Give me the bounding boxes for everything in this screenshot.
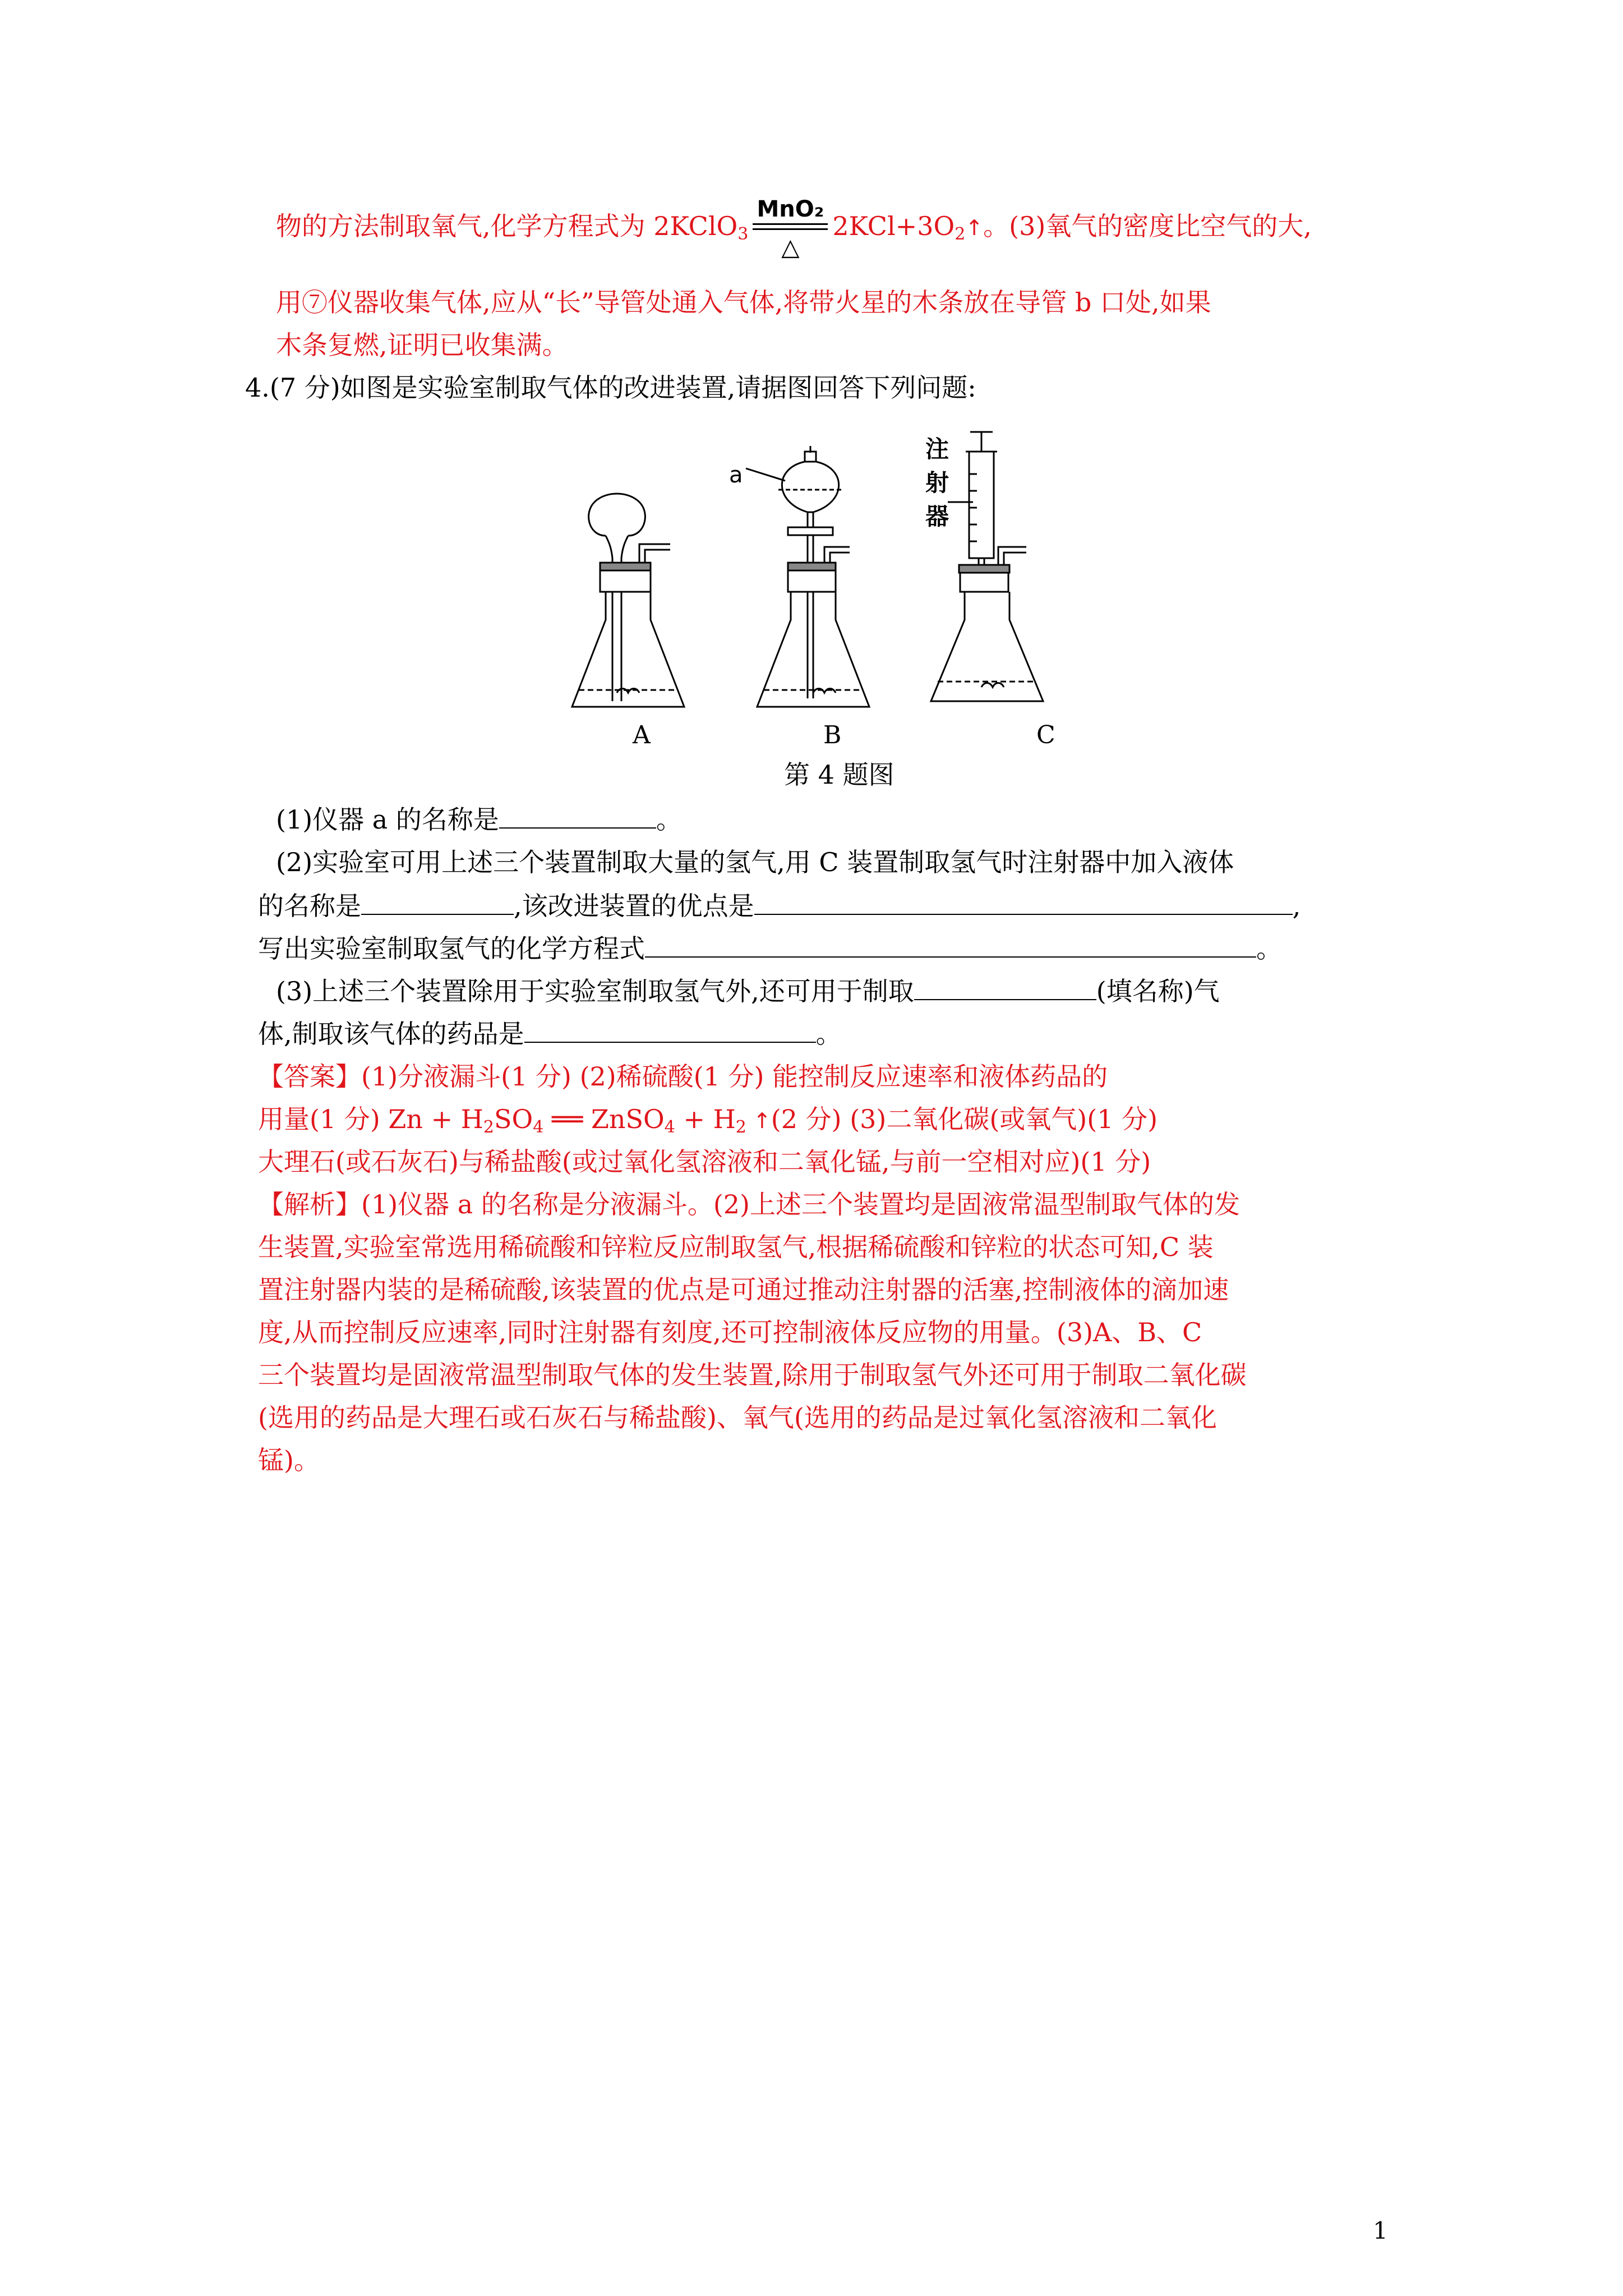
- solution-line-3: 木条复燃,证明已收集满。: [276, 330, 568, 360]
- text-span: ══ ZnSO: [543, 1104, 665, 1134]
- equals-sign: [753, 223, 828, 230]
- gas-arrow-icon: ↑: [965, 215, 984, 240]
- analysis-line-1: 【解析】(1)仪器 a 的名称是分液漏斗。(2)上述三个装置均是固液常温型制取气体的发: [258, 1189, 1240, 1220]
- text-span: ,该改进装置的优点是: [514, 891, 754, 921]
- solution-line-2: 用⑦仪器收集气体,应从“长”导管处通入气体,将带火星的木条放在导管 b 口处,如果: [276, 287, 1211, 318]
- text-span: 体,制取该气体的药品是: [258, 1019, 524, 1049]
- syringe-label-3: 器: [925, 503, 949, 530]
- text-span: 物的方法制取氧气,化学方程式为 2KClO: [276, 211, 738, 241]
- answer-line-2: [258, 1102, 1158, 1145]
- apparatus-b: [746, 446, 869, 707]
- text-span: (填名称)气: [1096, 976, 1220, 1006]
- answer-blank[interactable]: [499, 805, 656, 829]
- text-span: ,: [1292, 891, 1301, 921]
- subscript: 2: [955, 224, 966, 244]
- answer-blank[interactable]: [914, 977, 1096, 1000]
- text-span: 。: [656, 804, 682, 835]
- text-span: 。: [1256, 933, 1282, 964]
- analysis-line-5: 三个装置均是固液常温型制取气体的发生装置,除用于制取氢气外还可用于制取二氧化碳: [258, 1360, 1247, 1390]
- answer-blank[interactable]: [524, 1019, 816, 1043]
- text-span: (2 分) (3)二氧化碳(或氧气)(1 分): [771, 1104, 1158, 1134]
- text-span: 。: [815, 1019, 842, 1049]
- heat-symbol: △: [781, 233, 800, 261]
- catalyst-label: MnO₂: [757, 196, 824, 222]
- subscript: 2: [483, 1117, 494, 1137]
- answer-blank[interactable]: [754, 891, 1293, 915]
- apparatus-figure: [566, 418, 1060, 749]
- label-apparatus-b: B: [823, 721, 842, 749]
- question-3-line-2: [258, 1016, 842, 1051]
- analysis-line-2: 生装置,实验室常选用稀硫酸和锌粒反应制取氢气,根据稀硫酸和锌粒的状态可知,C 装: [258, 1232, 1214, 1262]
- analysis-line-7: 锰)。: [258, 1445, 320, 1475]
- question-2-line-1: (2)实验室可用上述三个装置制取大量的氢气,用 C 装置制取氢气时注射器中加入液体: [276, 847, 1234, 877]
- text-span: 。(3)氧气的密度比空气的大,: [983, 211, 1312, 241]
- answer-blank[interactable]: [645, 934, 1256, 958]
- text-span: 用量(1 分) Zn + H: [258, 1104, 483, 1134]
- question-1: [276, 802, 682, 837]
- label-apparatus-a: A: [633, 721, 651, 749]
- question-3-line-1: [276, 974, 1220, 1009]
- label-apparatus-c: C: [1036, 721, 1055, 749]
- answer-blank[interactable]: [361, 891, 514, 915]
- question-2-line-3: [258, 931, 1282, 966]
- reaction-condition: [748, 196, 832, 261]
- text-span: 2KCl+3O: [832, 211, 955, 241]
- analysis-line-3: 置注射器内装的是稀硫酸,该装置的优点是可通过推动注射器的活塞,控制液体的滴加速: [258, 1274, 1229, 1305]
- syringe-label-1: 注: [925, 435, 949, 463]
- text-span: (3)上述三个装置除用于实验室制取氢气外,还可用于制取: [276, 976, 914, 1006]
- text-span: 的名称是: [258, 891, 361, 921]
- question-2-line-2: [258, 889, 1301, 923]
- gas-arrow-icon: ↑: [746, 1108, 771, 1133]
- text-span: (1)仪器 a 的名称是: [276, 804, 499, 835]
- text-span: + H: [675, 1104, 736, 1134]
- answer-line-3: 大理石(或石灰石)与稀盐酸(或过氧化氢溶液和二氧化锰,与前一空相对应)(1 分): [258, 1147, 1151, 1177]
- question-4-stem: 4.(7 分)如图是实验室制取气体的改进装置,请据图回答下列问题:: [245, 372, 976, 403]
- subscript: 4: [533, 1117, 544, 1137]
- answer-line-1: 【答案】(1)分液漏斗(1 分) (2)稀硫酸(1 分) 能控制反应速率和液体药品的: [258, 1061, 1108, 1092]
- syringe-label-2: 射: [925, 469, 949, 496]
- label-a: a: [729, 462, 743, 488]
- subscript: 4: [664, 1117, 675, 1137]
- page-number: 1: [1373, 2217, 1388, 2244]
- analysis-line-6: (选用的药品是大理石或石灰石与稀盐酸)、氧气(选用的药品是过氧化氢溶液和二氧化: [258, 1402, 1217, 1433]
- figure-caption: 第 4 题图: [784, 760, 895, 790]
- subscript: 2: [735, 1117, 746, 1137]
- subscript: 3: [737, 224, 749, 244]
- text-span: 写出实验室制取氢气的化学方程式: [258, 933, 645, 964]
- solution-line-1: [276, 196, 1312, 261]
- analysis-line-4: 度,从而控制反应速率,同时注射器有刻度,还可控制液体反应物的用量。(3)A、B、C: [258, 1317, 1202, 1347]
- apparatus-a: [572, 494, 684, 707]
- text-span: SO: [494, 1104, 533, 1134]
